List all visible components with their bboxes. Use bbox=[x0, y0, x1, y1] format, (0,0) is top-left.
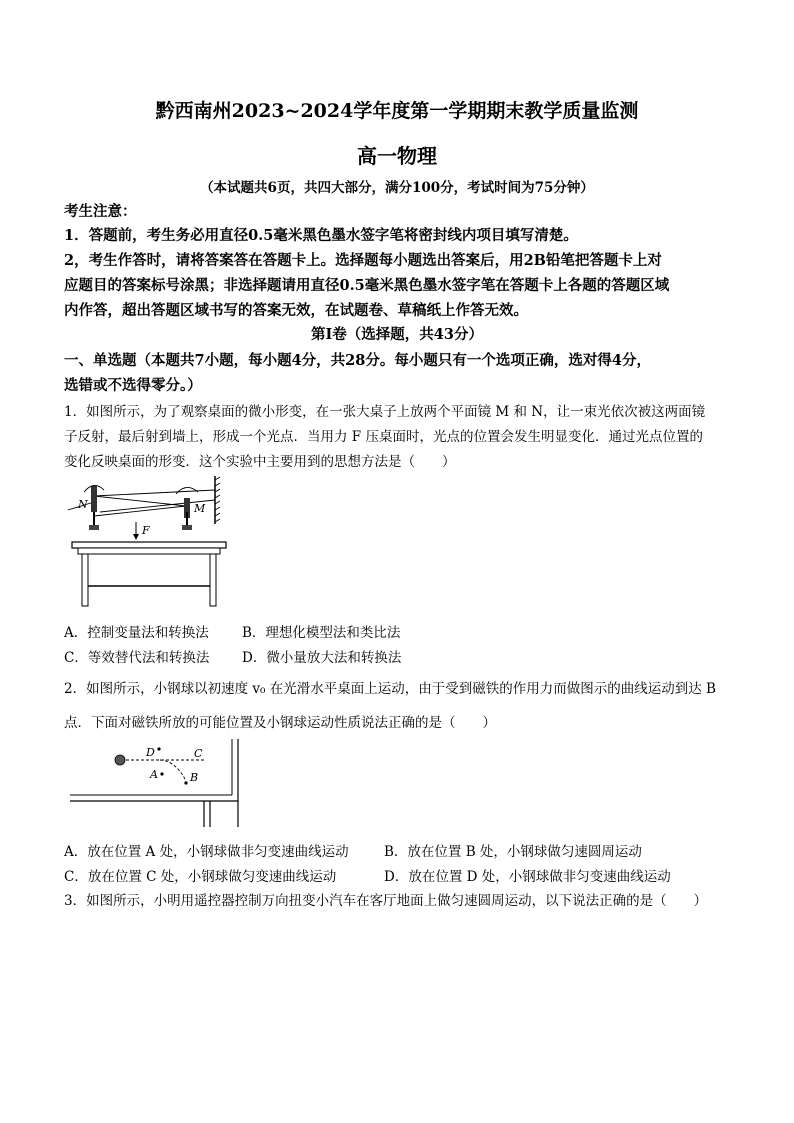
q2-option-c[interactable]: C．放在位置 C 处，小钢球做匀变速曲线运动 bbox=[64, 869, 337, 885]
steel-ball-figure bbox=[64, 735, 249, 830]
part-heading-line: 一、单选题（本题共7小题，每小题4分，共28分。每小题只有一个选项正确，选对得4分， bbox=[64, 352, 651, 369]
label-b: B bbox=[190, 771, 199, 784]
question-1-line: 变化反映桌面的形变．这个实验中主要用到的思想方法是（ ） bbox=[64, 454, 456, 470]
exam-note: （本试题共6页，共四大部分，满分100分，考试时间为75分钟） bbox=[200, 180, 594, 196]
q2-option-b[interactable]: B．放在位置 B 处，小钢球做匀速圆周运动 bbox=[384, 844, 642, 860]
label-f: F bbox=[142, 524, 150, 537]
label-c: C bbox=[194, 747, 203, 760]
section-title: 第Ⅰ卷（选择题，共43分） bbox=[311, 326, 483, 343]
instructions-heading: 考生注意： bbox=[64, 203, 137, 220]
question-1-line: 1．如图所示，为了观察桌面的微小形变，在一张大桌子上放两个平面镜 M 和 N，让一束光依次被这两面镜 bbox=[64, 404, 706, 420]
question-3-line: 3．如图所示，小明用遥控器控制万向扭变小汽车在客厅地面上做匀速圆周运动，以下说法正确的是（ ） bbox=[64, 893, 708, 909]
q1-option-a[interactable]: A．控制变量法和转换法 bbox=[64, 625, 209, 641]
instruction-line: 内作答，超出答题区域书写的答案无效，在试题卷、草稿纸上作答无效。 bbox=[64, 302, 528, 319]
label-m: M bbox=[194, 502, 206, 515]
question-1-line: 子反射，最后射到墙上，形成一个光点．当用力 F 压桌面时，光点的位置会发生明显变化．通过光点位置的 bbox=[64, 429, 703, 445]
exam-title: 黔西南州2023~2024学年度第一学期期末教学质量监测 bbox=[155, 100, 639, 122]
label-n: N bbox=[78, 498, 88, 511]
label-d: D bbox=[146, 746, 155, 759]
instruction-line: 应题目的答案标号涂黑；非选择题请用直径0.5毫米黑色墨水签字笔在答题卡上各题的答题区域 bbox=[64, 277, 670, 294]
part-heading-line: 选错或不选得零分。） bbox=[64, 377, 202, 394]
mirror-table-figure bbox=[64, 472, 234, 612]
label-a: A bbox=[150, 768, 158, 781]
q1-option-b[interactable]: B．理想化模型法和类比法 bbox=[242, 625, 401, 641]
question-2-line: 点．下面对磁铁所放的可能位置及小钢球运动性质说法正确的是（ ） bbox=[64, 715, 496, 731]
q1-option-c[interactable]: C．等效替代法和转换法 bbox=[64, 650, 210, 666]
subject-title: 高一物理 bbox=[357, 144, 437, 168]
instruction-line: 1．答题前，考生务必用直径0.5毫米黑色墨水签字笔将密封线内项目填写清楚。 bbox=[64, 227, 578, 244]
q2-option-a[interactable]: A．放在位置 A 处，小钢球做非匀变速曲线运动 bbox=[64, 844, 349, 860]
q1-option-d[interactable]: D．微小量放大法和转换法 bbox=[242, 650, 402, 666]
q2-option-d[interactable]: D．放在位置 D 处，小钢球做非匀变速曲线运动 bbox=[384, 869, 671, 885]
question-2-line: 2．如图所示，小钢球以初速度 v₀ 在光滑水平桌面上运动，由于受到磁铁的作用力而做图示的曲线运动到达 B bbox=[64, 681, 716, 697]
instruction-line: 2，考生作答时，请将答案答在答题卡上。选择题每小题选出答案后，用2B铅笔把答题卡上对 bbox=[64, 252, 662, 269]
